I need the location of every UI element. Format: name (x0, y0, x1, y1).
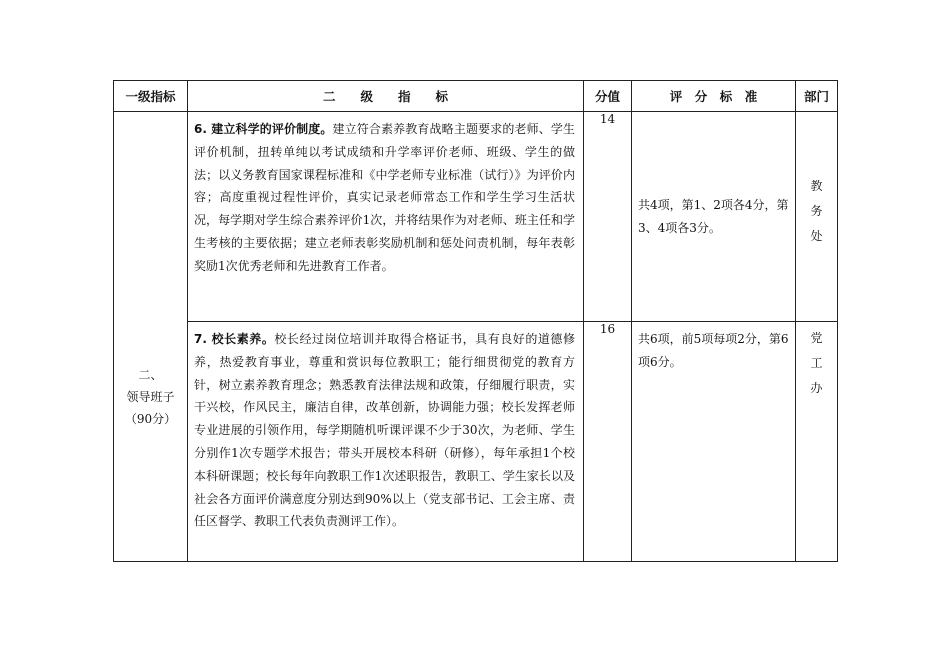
standard-text: 共6项，前5项每项2分，第6项6分。 (638, 332, 789, 369)
level1-cell (114, 112, 188, 562)
criterion-body: 校长经过岗位培训并取得合格证书，具有良好的道德修养，热爱教育事业，尊重和赏识每位教职工；能行细贯彻党的教育方针，树立素养教育理念；熟悉教育法律法规和政策，仔细履行职责，实干兴校，作风民主，廉洁自律，改革创新，协调能力强；校长发挥老师专业进展的引领作用，每学期随机听课评课不少于30次，为老师、学生分别作1次专题学术报告；带头开展校本科研（研修），每年承担1个校本科研课题；校长每年向教职工作1次述职报告，教职工、学生家长以及社会各方面评价满意度分别达到90%以上（党支部书记、工会主席、责任区督学、教职工代表负责测评工作）。 (194, 332, 575, 529)
dept-char: 办 (810, 381, 823, 395)
criterion-title: 7. 校长素养。 (194, 332, 275, 346)
table-header-row (114, 81, 838, 112)
dept-cell (796, 112, 838, 322)
standard-cell (632, 112, 796, 322)
dept-char: 务 (810, 204, 823, 218)
group-points: （90分） (124, 411, 177, 426)
standard-text: 共4项，第1、2项各4分，第3、4项各3分。 (638, 197, 789, 235)
header-standard: 评 分 标 准 (632, 81, 796, 112)
group-number: 二、 (138, 367, 163, 382)
dept-char: 处 (810, 229, 823, 243)
score-cell: 16 (584, 322, 632, 562)
criterion-title: 6. 建立科学的评价制度。 (194, 122, 333, 136)
group-name: 领导班子 (126, 389, 175, 404)
header-dept: 部门 (796, 81, 838, 112)
dept-cell (796, 322, 838, 562)
header-score: 分值 (584, 81, 632, 112)
header-level2: 二 级 指 标 (188, 81, 584, 112)
header-level1: 一级指标 (114, 81, 188, 112)
criterion-cell (188, 322, 584, 562)
dept-char: 教 (810, 179, 823, 193)
table-row (114, 112, 838, 322)
dept-char: 工 (810, 356, 823, 370)
score-cell: 14 (584, 112, 632, 322)
standard-cell (632, 322, 796, 562)
dept-char: 党 (810, 331, 823, 345)
table-row (114, 322, 838, 562)
evaluation-table (113, 80, 838, 562)
criterion-cell (188, 112, 584, 322)
criterion-body: 建立符合素养教育战略主题要求的老师、学生评价机制，扭转单纯以考试成绩和升学率评价老师、班级、学生的做法；以义务教育国家课程标准和《中学老师专业标准（试行）》为评价内容；高度重视过程性评价，真实记录老师常态工作和学生学习生活状况，每学期对学生综合素养评价1次，并将结果作为对老师、班主任和学生考核的主要依据；建立老师表彰奖励机制和惩处问责机制，每年表彰奖励1次优秀老师和先进教育工作者。 (194, 122, 575, 273)
